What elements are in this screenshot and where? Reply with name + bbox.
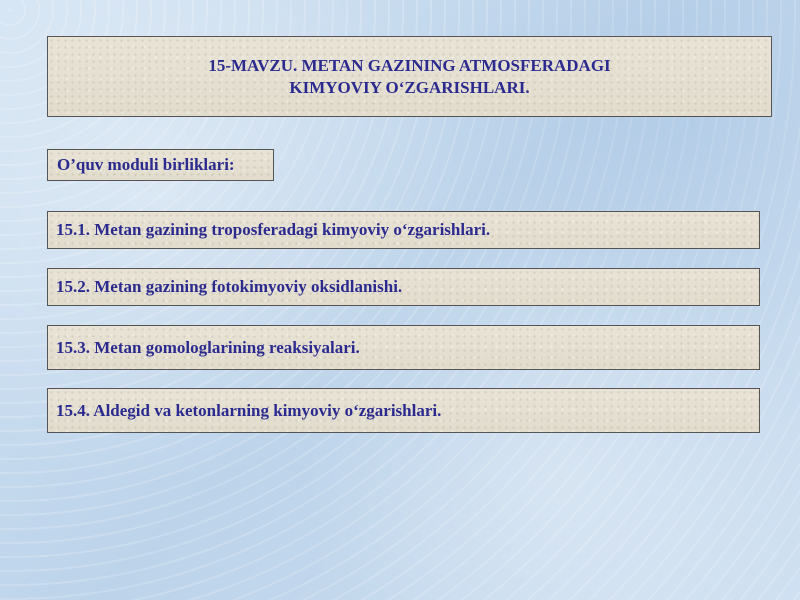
module-unit-label: 15.1. Metan gazining troposferadagi kimyoviy o‘zgarishlari.	[56, 220, 491, 239]
module-unit-item-1	[47, 211, 760, 249]
module-units-label	[47, 149, 274, 181]
slide-title-box	[47, 36, 772, 117]
module-unit-label: 15.2. Metan gazining fotokimyoviy oksidlanishi.	[56, 277, 403, 296]
slide-title-line-1: 15-MAVZU. METAN GAZINING ATMOSFERADAGI	[208, 55, 611, 75]
module-unit-label: 15.3. Metan gomologlarining reaksiyalari.	[56, 337, 360, 357]
module-unit-item-2	[47, 268, 760, 306]
module-unit-label: 15.4. Aldegid va ketonlarning kimyoviy o‘zgarishlari.	[56, 400, 442, 420]
module-unit-item-4	[47, 388, 760, 433]
slide-title-line-2: KIMYOVIY O‘ZGARISHLARI.	[289, 77, 530, 97]
module-units-label-text: O’quv moduli birliklari:	[57, 155, 235, 174]
module-unit-item-3	[47, 325, 760, 370]
